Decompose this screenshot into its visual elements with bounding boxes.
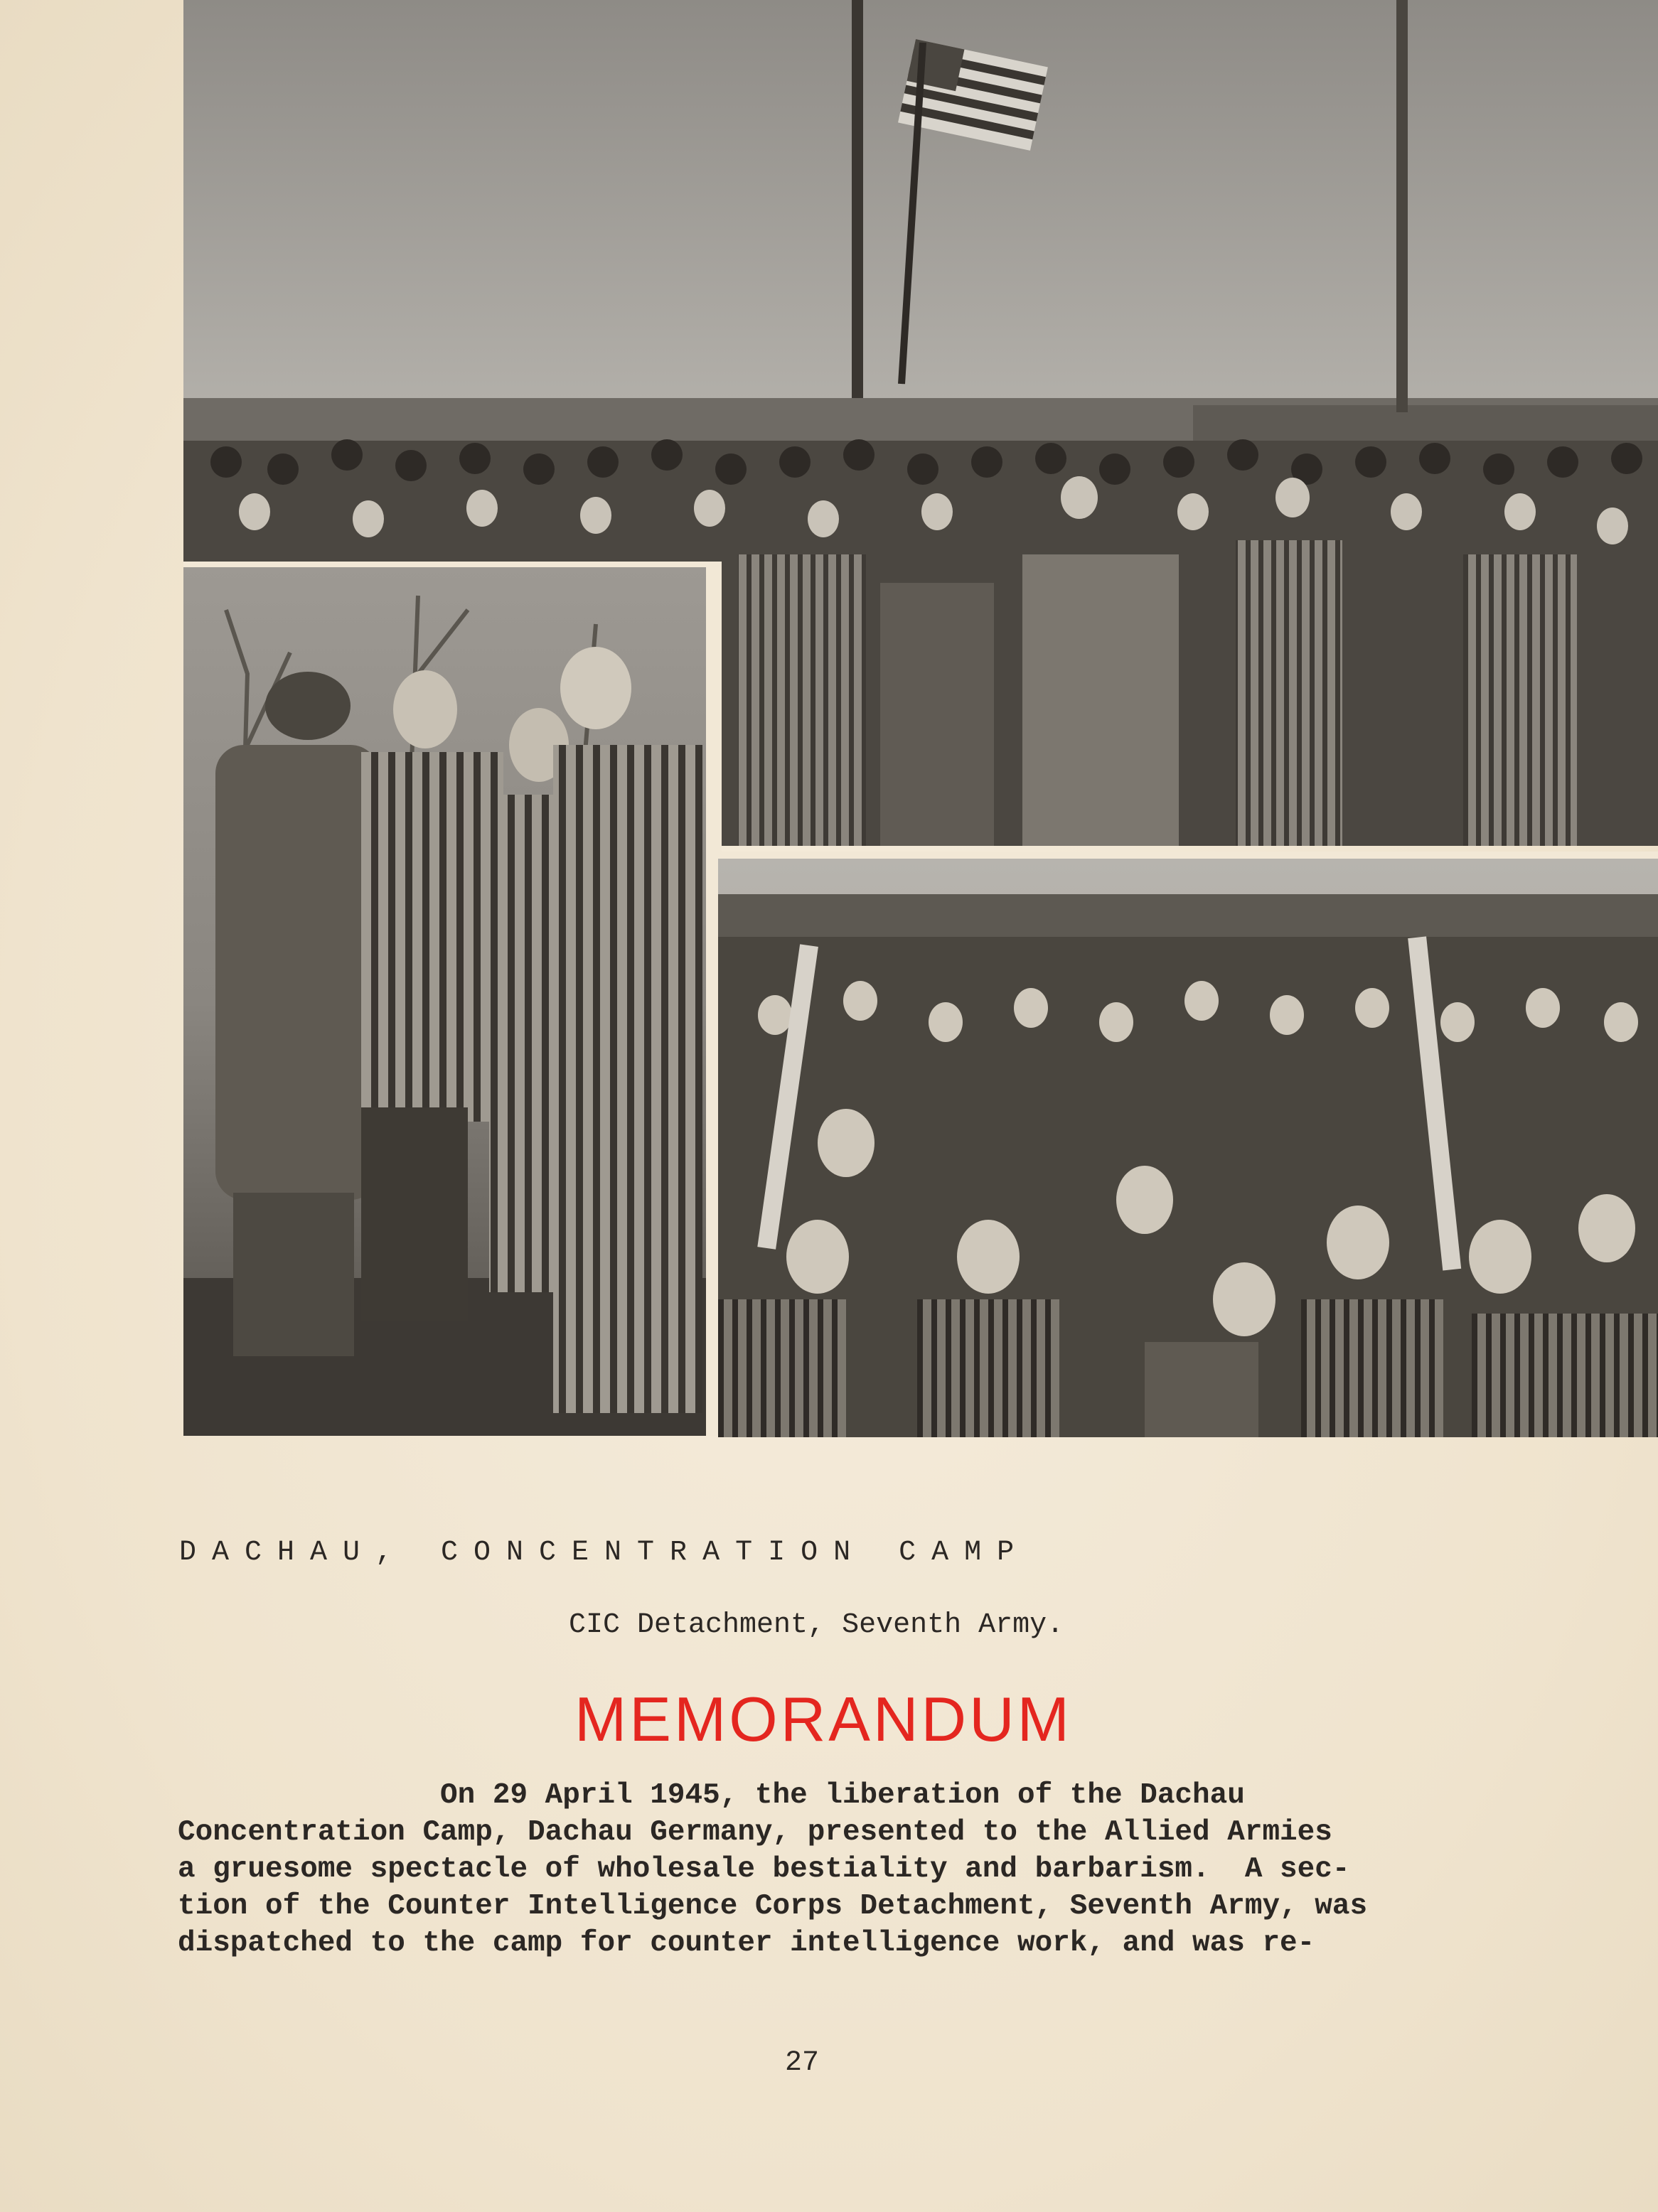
page-number: 27 — [785, 2047, 820, 2079]
memorandum-heading: MEMORANDUM — [574, 1684, 1072, 1754]
body-line: Concentration Camp, Dachau Germany, presented to the Allied Armies — [178, 1816, 1332, 1849]
body-line: On 29 April 1945, the liberation of the Dachau — [178, 1779, 1245, 1812]
body-line: a gruesome spectacle of wholesale bestiality and barbarism. A sec- — [178, 1853, 1350, 1886]
photo-crowd-behind-fence — [718, 852, 1658, 1437]
camp-caption: DACHAU, CONCENTRATION CAMP — [179, 1537, 1030, 1569]
photo-soldier-handshake — [183, 562, 722, 1436]
body-line: tion of the Counter Intelligence Corps Detachment, Seventh Army, was — [178, 1890, 1368, 1923]
memo-body — [178, 1777, 1429, 1962]
body-line: dispatched to the camp for counter intelligence work, and was re- — [178, 1927, 1315, 1960]
detachment-line: CIC Detachment, Seventh Army. — [569, 1609, 1064, 1641]
